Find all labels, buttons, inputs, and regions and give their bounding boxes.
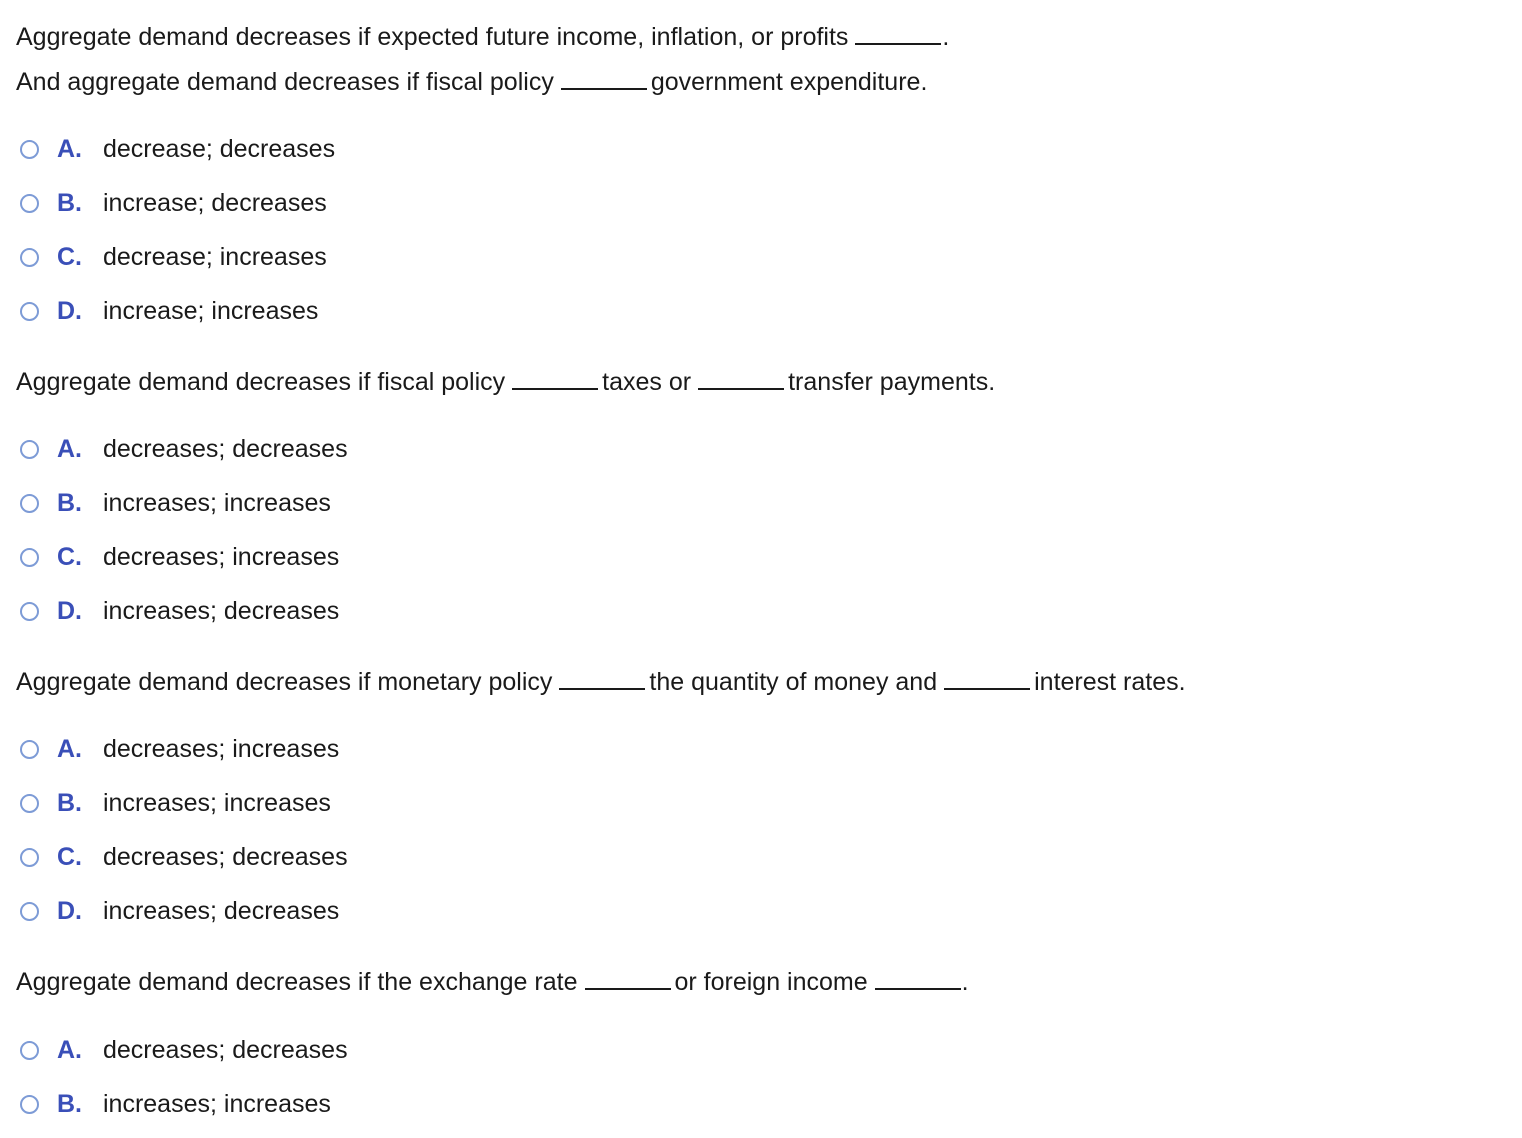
- option-text: increases; increases: [103, 488, 331, 517]
- radio-button-icon[interactable]: [20, 194, 39, 213]
- question-3-text-part-2: the quantity of money and: [649, 668, 938, 696]
- question-1-text-part-2: .: [942, 23, 950, 51]
- radio-button-icon[interactable]: [20, 1041, 39, 1060]
- blank-line: [875, 966, 961, 990]
- question-3-text-part-1: Aggregate demand decreases if monetary policy: [16, 668, 553, 696]
- question-4-text-part-2: or foreign income: [674, 968, 868, 996]
- question-1-text-part-1: Aggregate demand decreases if expected future income, inflation, or profits: [16, 23, 849, 51]
- question-3-line-1: [16, 666, 1186, 697]
- question-2-line-1: [16, 366, 995, 397]
- q2-option-c[interactable]: [20, 542, 339, 572]
- q3-option-a[interactable]: [20, 734, 339, 764]
- radio-button-icon[interactable]: [20, 248, 39, 267]
- question-1-line-2-part-2: government expenditure.: [650, 68, 928, 96]
- blank-line: [698, 366, 784, 390]
- option-text: increase; decreases: [103, 188, 327, 217]
- option-letter: B.: [57, 188, 82, 217]
- option-text: increases; decreases: [103, 896, 340, 925]
- question-3-text-part-3: interest rates.: [1034, 668, 1186, 696]
- question-1-line-1: [16, 21, 949, 52]
- q2-option-a[interactable]: [20, 434, 348, 464]
- q1-option-a[interactable]: [20, 134, 335, 164]
- blank-line: [561, 66, 647, 90]
- option-text: decreases; increases: [103, 542, 340, 571]
- radio-button-icon[interactable]: [20, 602, 39, 621]
- option-letter: D.: [57, 896, 82, 925]
- q3-option-c[interactable]: [20, 842, 348, 872]
- q1-option-c[interactable]: [20, 242, 327, 272]
- question-2-text-part-1: Aggregate demand decreases if fiscal policy: [16, 368, 506, 396]
- option-letter: A.: [57, 134, 82, 163]
- option-letter: A.: [57, 1035, 82, 1064]
- blank-line: [855, 21, 941, 45]
- question-2-text-part-2: taxes or: [602, 368, 692, 396]
- radio-button-icon[interactable]: [20, 440, 39, 459]
- question-4-text-part-1: Aggregate demand decreases if the exchange rate: [16, 968, 578, 996]
- q1-option-d[interactable]: [20, 296, 318, 326]
- question-2-text-part-3: transfer payments.: [788, 368, 996, 396]
- option-letter: B.: [57, 788, 82, 817]
- blank-line: [512, 366, 598, 390]
- option-text: decreases; decreases: [103, 842, 348, 871]
- radio-button-icon[interactable]: [20, 794, 39, 813]
- option-letter: D.: [57, 596, 82, 625]
- option-text: decreases; decreases: [103, 434, 348, 463]
- q1-option-b[interactable]: [20, 188, 327, 218]
- blank-line: [944, 666, 1030, 690]
- question-1-line-2: [16, 66, 927, 97]
- q4-option-a[interactable]: [20, 1035, 348, 1065]
- radio-button-icon[interactable]: [20, 740, 39, 759]
- radio-button-icon[interactable]: [20, 548, 39, 567]
- q4-option-b[interactable]: [20, 1089, 331, 1119]
- option-letter: A.: [57, 734, 82, 763]
- radio-button-icon[interactable]: [20, 848, 39, 867]
- blank-line: [585, 966, 671, 990]
- q3-option-d[interactable]: [20, 896, 339, 926]
- radio-button-icon[interactable]: [20, 302, 39, 321]
- question-4-text-part-3: .: [961, 968, 969, 996]
- q2-option-b[interactable]: [20, 488, 331, 518]
- radio-button-icon[interactable]: [20, 494, 39, 513]
- radio-button-icon[interactable]: [20, 902, 39, 921]
- option-letter: B.: [57, 1089, 82, 1118]
- option-letter: C.: [57, 842, 82, 871]
- option-text: decreases; decreases: [103, 1035, 348, 1064]
- radio-button-icon[interactable]: [20, 1095, 39, 1114]
- option-letter: D.: [57, 296, 82, 325]
- option-text: decrease; increases: [103, 242, 327, 271]
- option-letter: C.: [57, 542, 82, 571]
- q3-option-b[interactable]: [20, 788, 331, 818]
- option-text: increase; increases: [103, 296, 319, 325]
- question-4-line-1: [16, 966, 969, 997]
- option-text: decrease; decreases: [103, 134, 336, 163]
- option-text: increases; increases: [103, 1089, 331, 1118]
- question-1-line-2-part-1: And aggregate demand decreases if fiscal policy: [16, 68, 554, 96]
- radio-button-icon[interactable]: [20, 140, 39, 159]
- option-letter: C.: [57, 242, 82, 271]
- q2-option-d[interactable]: [20, 596, 339, 626]
- option-text: decreases; increases: [103, 734, 340, 763]
- option-letter: B.: [57, 488, 82, 517]
- option-text: increases; increases: [103, 788, 331, 817]
- blank-line: [559, 666, 645, 690]
- option-letter: A.: [57, 434, 82, 463]
- option-text: increases; decreases: [103, 596, 340, 625]
